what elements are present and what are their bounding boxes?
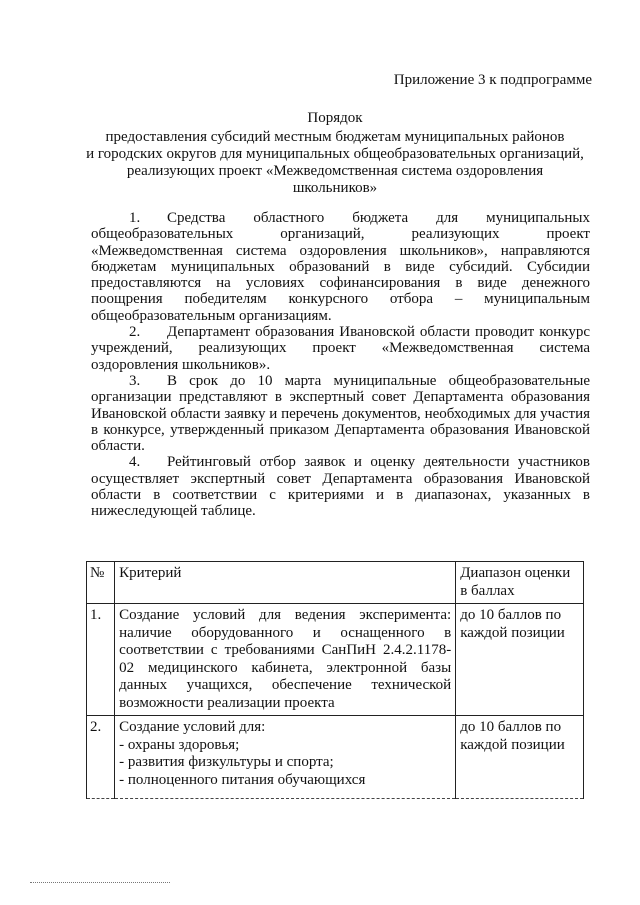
row-number: 2. [87, 716, 115, 799]
title-line: школьников» [292, 180, 378, 196]
scan-artifact-line [30, 882, 170, 884]
body-text [91, 210, 590, 520]
row-range: до 10 баллов по каждой позиции [456, 604, 584, 716]
header-range: Диапазон оценки в баллах [456, 562, 584, 604]
paragraph-2 [91, 324, 590, 373]
table-row [87, 604, 584, 716]
criterion-text: - полноценного питания обучающихся [119, 771, 366, 788]
table-header-row [87, 562, 584, 604]
paragraph-text: Средства областного бюджета для муниципальных общеобразовательных организаций, реализующих проект «Межведомственная система оздоровления школьников», направляются бюджетам муниципальных образований в виде субсидий. Субсидии предоставляются на условиях софинансирования в виде денежного поощрения победителям конкурсного отбора – муниципальным общеобразовательным организациям. [91, 210, 590, 324]
document-title [80, 110, 590, 197]
criterion-text: Создание условий для ведения эксперимента: наличие оборудованного и оснащенного в соответствии с требованиями СанПиН 2.4.2.1178-02 медицинского кабинета, электронной базы данных учащихся, обеспечение технической возможности реализации проекта [119, 607, 452, 711]
paragraph-number: 1. [129, 210, 141, 226]
header-number: № [87, 562, 115, 604]
criterion-text: - охраны здоровья; [119, 736, 240, 753]
header-criterion: Критерий [115, 562, 456, 604]
criteria-table [86, 561, 584, 799]
paragraph-text: Департамент образования Ивановской области проводит конкурс учреждений, реализующих проект «Межведомственная система оздоровления школьников». [91, 324, 590, 373]
paragraph-text: В срок до 10 марта муниципальные общеобразовательные организации представляют в экспертный совет Департамента образования Ивановской области заявку и перечень документов, необходимых для участия в конкурсе, утвержденный приказом Департамента образования Ивановской области. [91, 372, 590, 455]
paragraph-4 [91, 454, 590, 519]
table-row [87, 716, 584, 799]
title-line: реализующих проект «Межведомственная система оздоровления [126, 163, 544, 179]
row-criterion [115, 716, 456, 799]
paragraph-number: 4. [129, 454, 141, 471]
title-line: и городских округов для муниципальных общеобразовательных организаций, [86, 146, 584, 162]
title-heading: Порядок [307, 110, 363, 126]
title-line: предоставления субсидий местным бюджетам муниципальных районов [105, 129, 565, 145]
criterion-text: - развития физкультуры и спорта; [119, 754, 334, 770]
row-number: 1. [87, 604, 115, 716]
appendix-label: Приложение 3 к подпрограмме [393, 72, 592, 88]
row-range: до 10 баллов по каждой позиции [456, 716, 584, 799]
criterion-text: Создание условий для: [119, 719, 266, 735]
paragraph-1 [91, 210, 590, 324]
paragraph-3 [91, 373, 590, 454]
paragraph-number: 2. [129, 324, 141, 341]
paragraph-number: 3. [129, 372, 141, 389]
row-criterion [115, 604, 456, 716]
paragraph-text: Рейтинговый отбор заявок и оценку деятельности участников осуществляет экспертный совет Департамента образования Ивановской области в соответствии с критериями и в диапазонах, указанных в нижеследующей таблице. [91, 454, 590, 520]
